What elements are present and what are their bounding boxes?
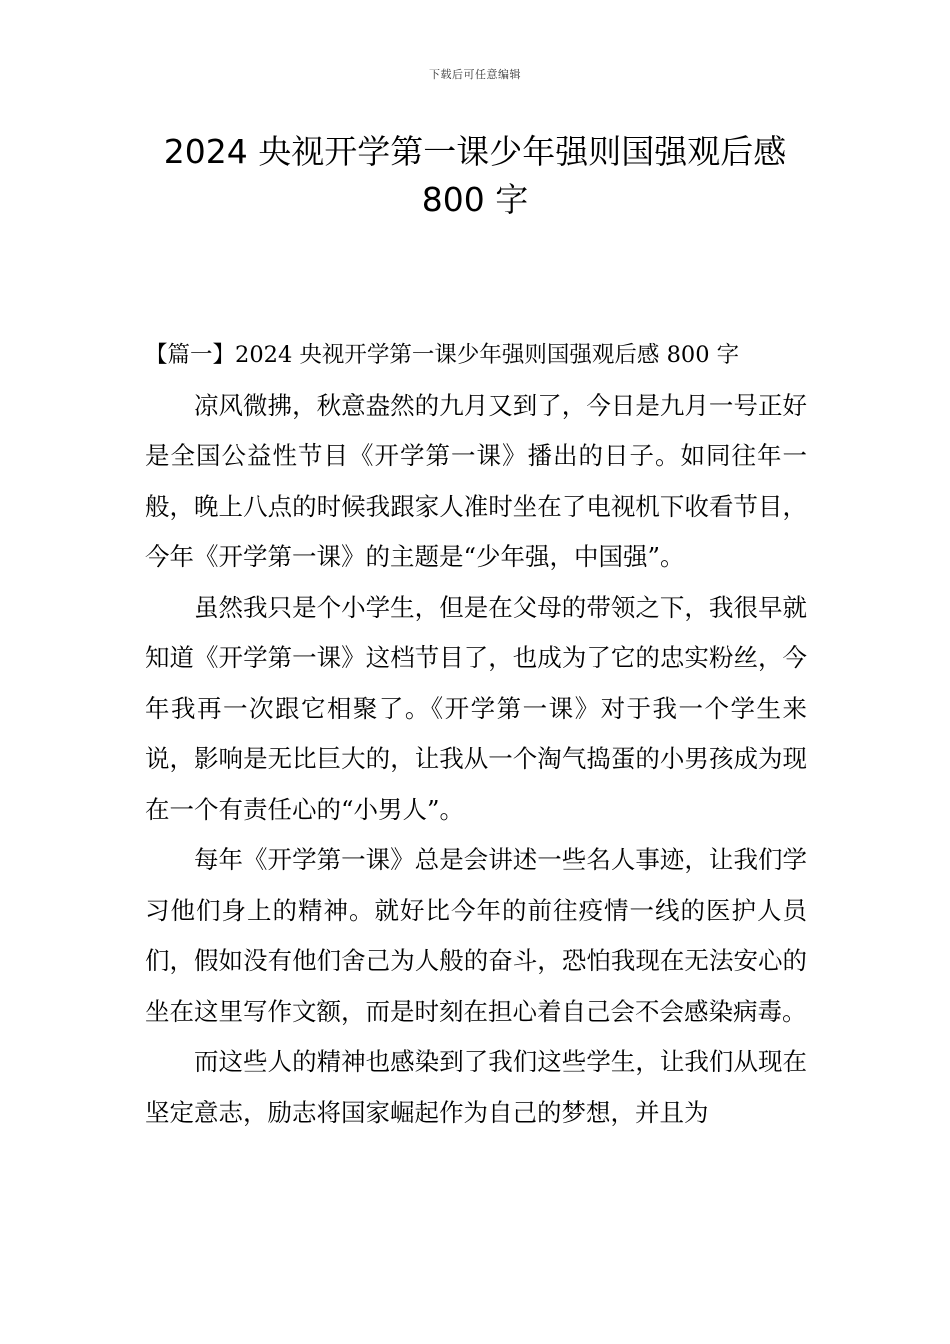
document-title: [120, 128, 830, 224]
header-note: 下载后可任意编辑: [429, 68, 521, 81]
paragraph-2: 虽然我只是个小学生，但是在父母的带领之下，我很早就知道《开学第一课》这档节目了，也成为了它的忠实粉丝，今年我再一次跟它相聚了。《开学第一课》对于我一个学生来说，影响是无比巨大的，让我从一个淘气捣蛋的小男孩成为现在一个有责任心的“小男人”。: [145, 592, 807, 824]
section-heading: 【篇一】2024 央视开学第一课少年强则国强观后感 800 字: [145, 342, 740, 368]
title-line-1: 2024 央视开学第一课少年强则国强观后感: [163, 132, 787, 171]
paragraph-3: 每年《开学第一课》总是会讲述一些名人事迹，让我们学习他们身上的精神。就好比今年的前往疫情一线的医护人员们，假如没有他们舍己为人般的奋斗，恐怕我现在无法安心的坐在这里写作文额，而是时刻在担心着自己会不会感染病毒。: [145, 845, 807, 1026]
title-line-2: 800 字: [421, 180, 529, 219]
paragraph-1: 凉风微拂，秋意盎然的九月又到了，今日是九月一号正好是全国公益性节目《开学第一课》播出的日子。如同往年一般，晚上八点的时候我跟家人准时坐在了电视机下收看节目，今年《开学第一课》的主题是“少年强，中国强”。: [145, 390, 807, 571]
document-body: [145, 330, 807, 1138]
paragraph-4: 而这些人的精神也感染到了我们这些学生，让我们从现在坚定意志，励志将国家崛起作为自己的梦想，并且为: [145, 1047, 807, 1127]
